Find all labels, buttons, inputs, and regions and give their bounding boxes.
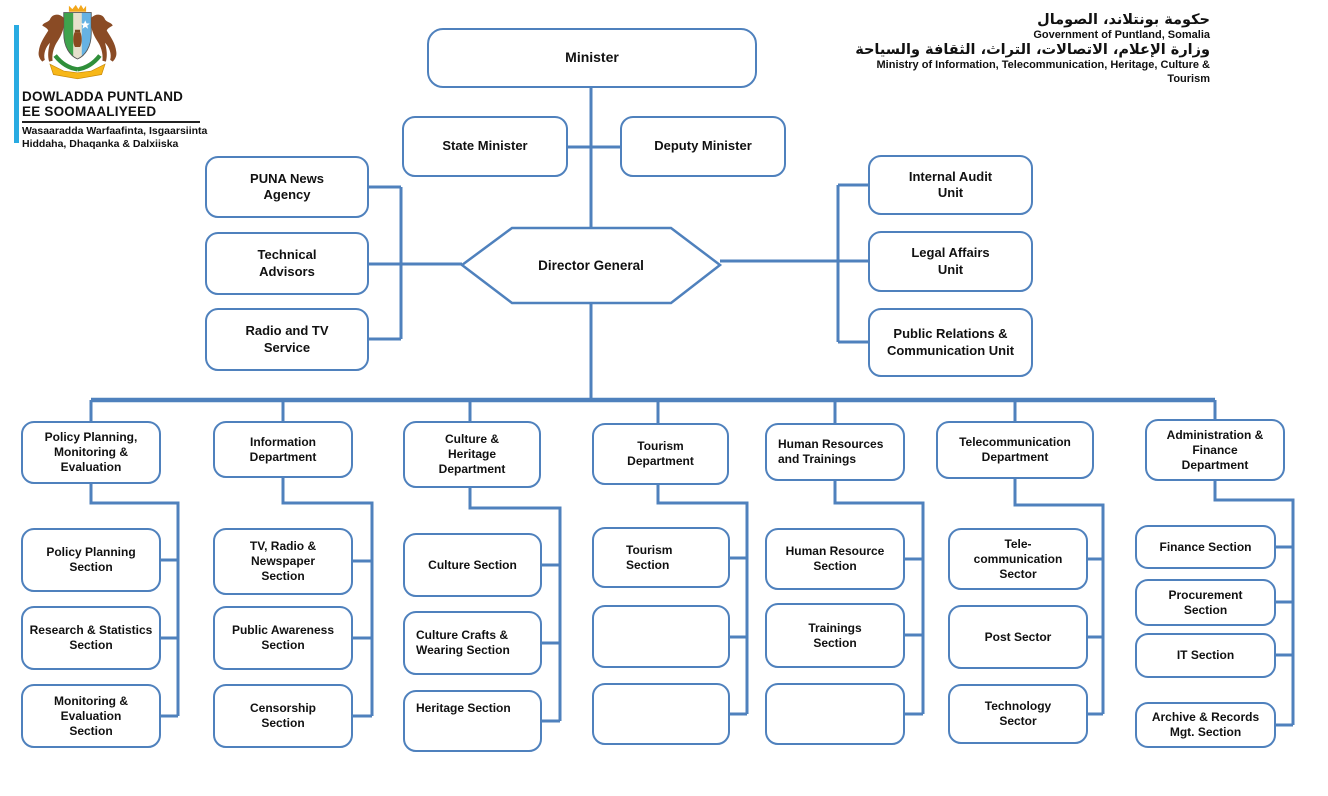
node-dept-tourism: Tourism Department <box>592 423 729 485</box>
node-section-policy-planning: Policy Planning Section <box>21 528 161 592</box>
node-dept-telecommunication: Telecommunication Department <box>936 421 1094 479</box>
node-section-censorship: Censorship Section <box>213 684 353 748</box>
node-section-tourism: Tourism Section <box>592 527 730 588</box>
english-ministry-title: Ministry of Information, Telecommunication, Heritage, Culture & Tourism <box>876 59 1210 85</box>
node-section-hr-empty <box>765 683 905 745</box>
node-dept-culture-heritage: Culture & Heritage Department <box>403 421 541 488</box>
node-section-procurement: Procurement Section <box>1135 579 1276 626</box>
node-puna-news-agency: PUNA News Agency <box>205 156 369 218</box>
node-sector-telecommunication: Tele-communication Sector <box>948 528 1088 590</box>
node-section-tv-radio-newspaper: TV, Radio & Newspaper Section <box>213 528 353 595</box>
arabic-ministry-title: وزارة الإعلام، الاتصالات، التراث، الثقافة والسياحة <box>855 42 1210 59</box>
node-section-public-awareness: Public Awareness Section <box>213 606 353 670</box>
ministry-somali-line2: Hiddaha, Dhaqanka & Dalxiiska <box>22 138 179 150</box>
node-radio-tv-service: Radio and TV Service <box>205 308 369 371</box>
node-section-research-statistics: Research & Statistics Section <box>21 606 161 670</box>
logo-underline <box>22 121 200 123</box>
node-section-finance: Finance Section <box>1135 525 1276 569</box>
node-section-monitoring-evaluation: Monitoring & Evaluation Section <box>21 684 161 748</box>
node-dept-policy-planning: Policy Planning, Monitoring & Evaluation <box>21 421 161 484</box>
node-section-heritage: Heritage Section <box>403 690 542 752</box>
node-legal-affairs-unit: Legal Affairs Unit <box>868 231 1033 292</box>
node-section-human-resource: Human Resource Section <box>765 528 905 590</box>
node-section-culture-crafts: Culture Crafts & Wearing Section <box>403 611 542 675</box>
node-internal-audit-unit: Internal Audit Unit <box>868 155 1033 215</box>
node-dept-human-resources: Human Resources and Trainings <box>765 423 905 481</box>
node-sector-technology: Technology Sector <box>948 684 1088 744</box>
node-state-minister: State Minister <box>402 116 568 177</box>
header-right-titles <box>840 12 1210 87</box>
arabic-government-title: حكومة بونتلاند، الصومال <box>1037 12 1210 28</box>
ministry-somali-line1: Wasaaradda Warfaafinta, Isgaarsiinta <box>22 125 208 137</box>
gov-title-line1: DOWLADDA PUNTLAND <box>22 89 184 104</box>
node-sector-post: Post Sector <box>948 605 1088 669</box>
node-section-tourism-empty-1 <box>592 605 730 668</box>
node-section-archive-records: Archive & Records Mgt. Section <box>1135 702 1276 748</box>
node-dept-admin-finance: Administration & Finance Department <box>1145 419 1285 481</box>
node-dept-information: Information Department <box>213 421 353 478</box>
node-section-it: IT Section <box>1135 633 1276 678</box>
gov-title-line2: EE SOOMAALIYEED <box>22 104 157 119</box>
node-minister: Minister <box>427 28 757 88</box>
puntland-coat-of-arms-logo <box>25 4 130 90</box>
node-technical-advisors: Technical Advisors <box>205 232 369 295</box>
english-government-title: Government of Puntland, Somalia <box>1033 28 1210 41</box>
node-public-relations-unit: Public Relations & Communication Unit <box>868 308 1033 377</box>
node-director-general: Director General <box>538 257 644 273</box>
node-section-trainings: Trainings Section <box>765 603 905 668</box>
node-section-culture: Culture Section <box>403 533 542 597</box>
accent-bar <box>14 25 19 143</box>
node-deputy-minister: Deputy Minister <box>620 116 786 177</box>
node-section-tourism-empty-2 <box>592 683 730 745</box>
